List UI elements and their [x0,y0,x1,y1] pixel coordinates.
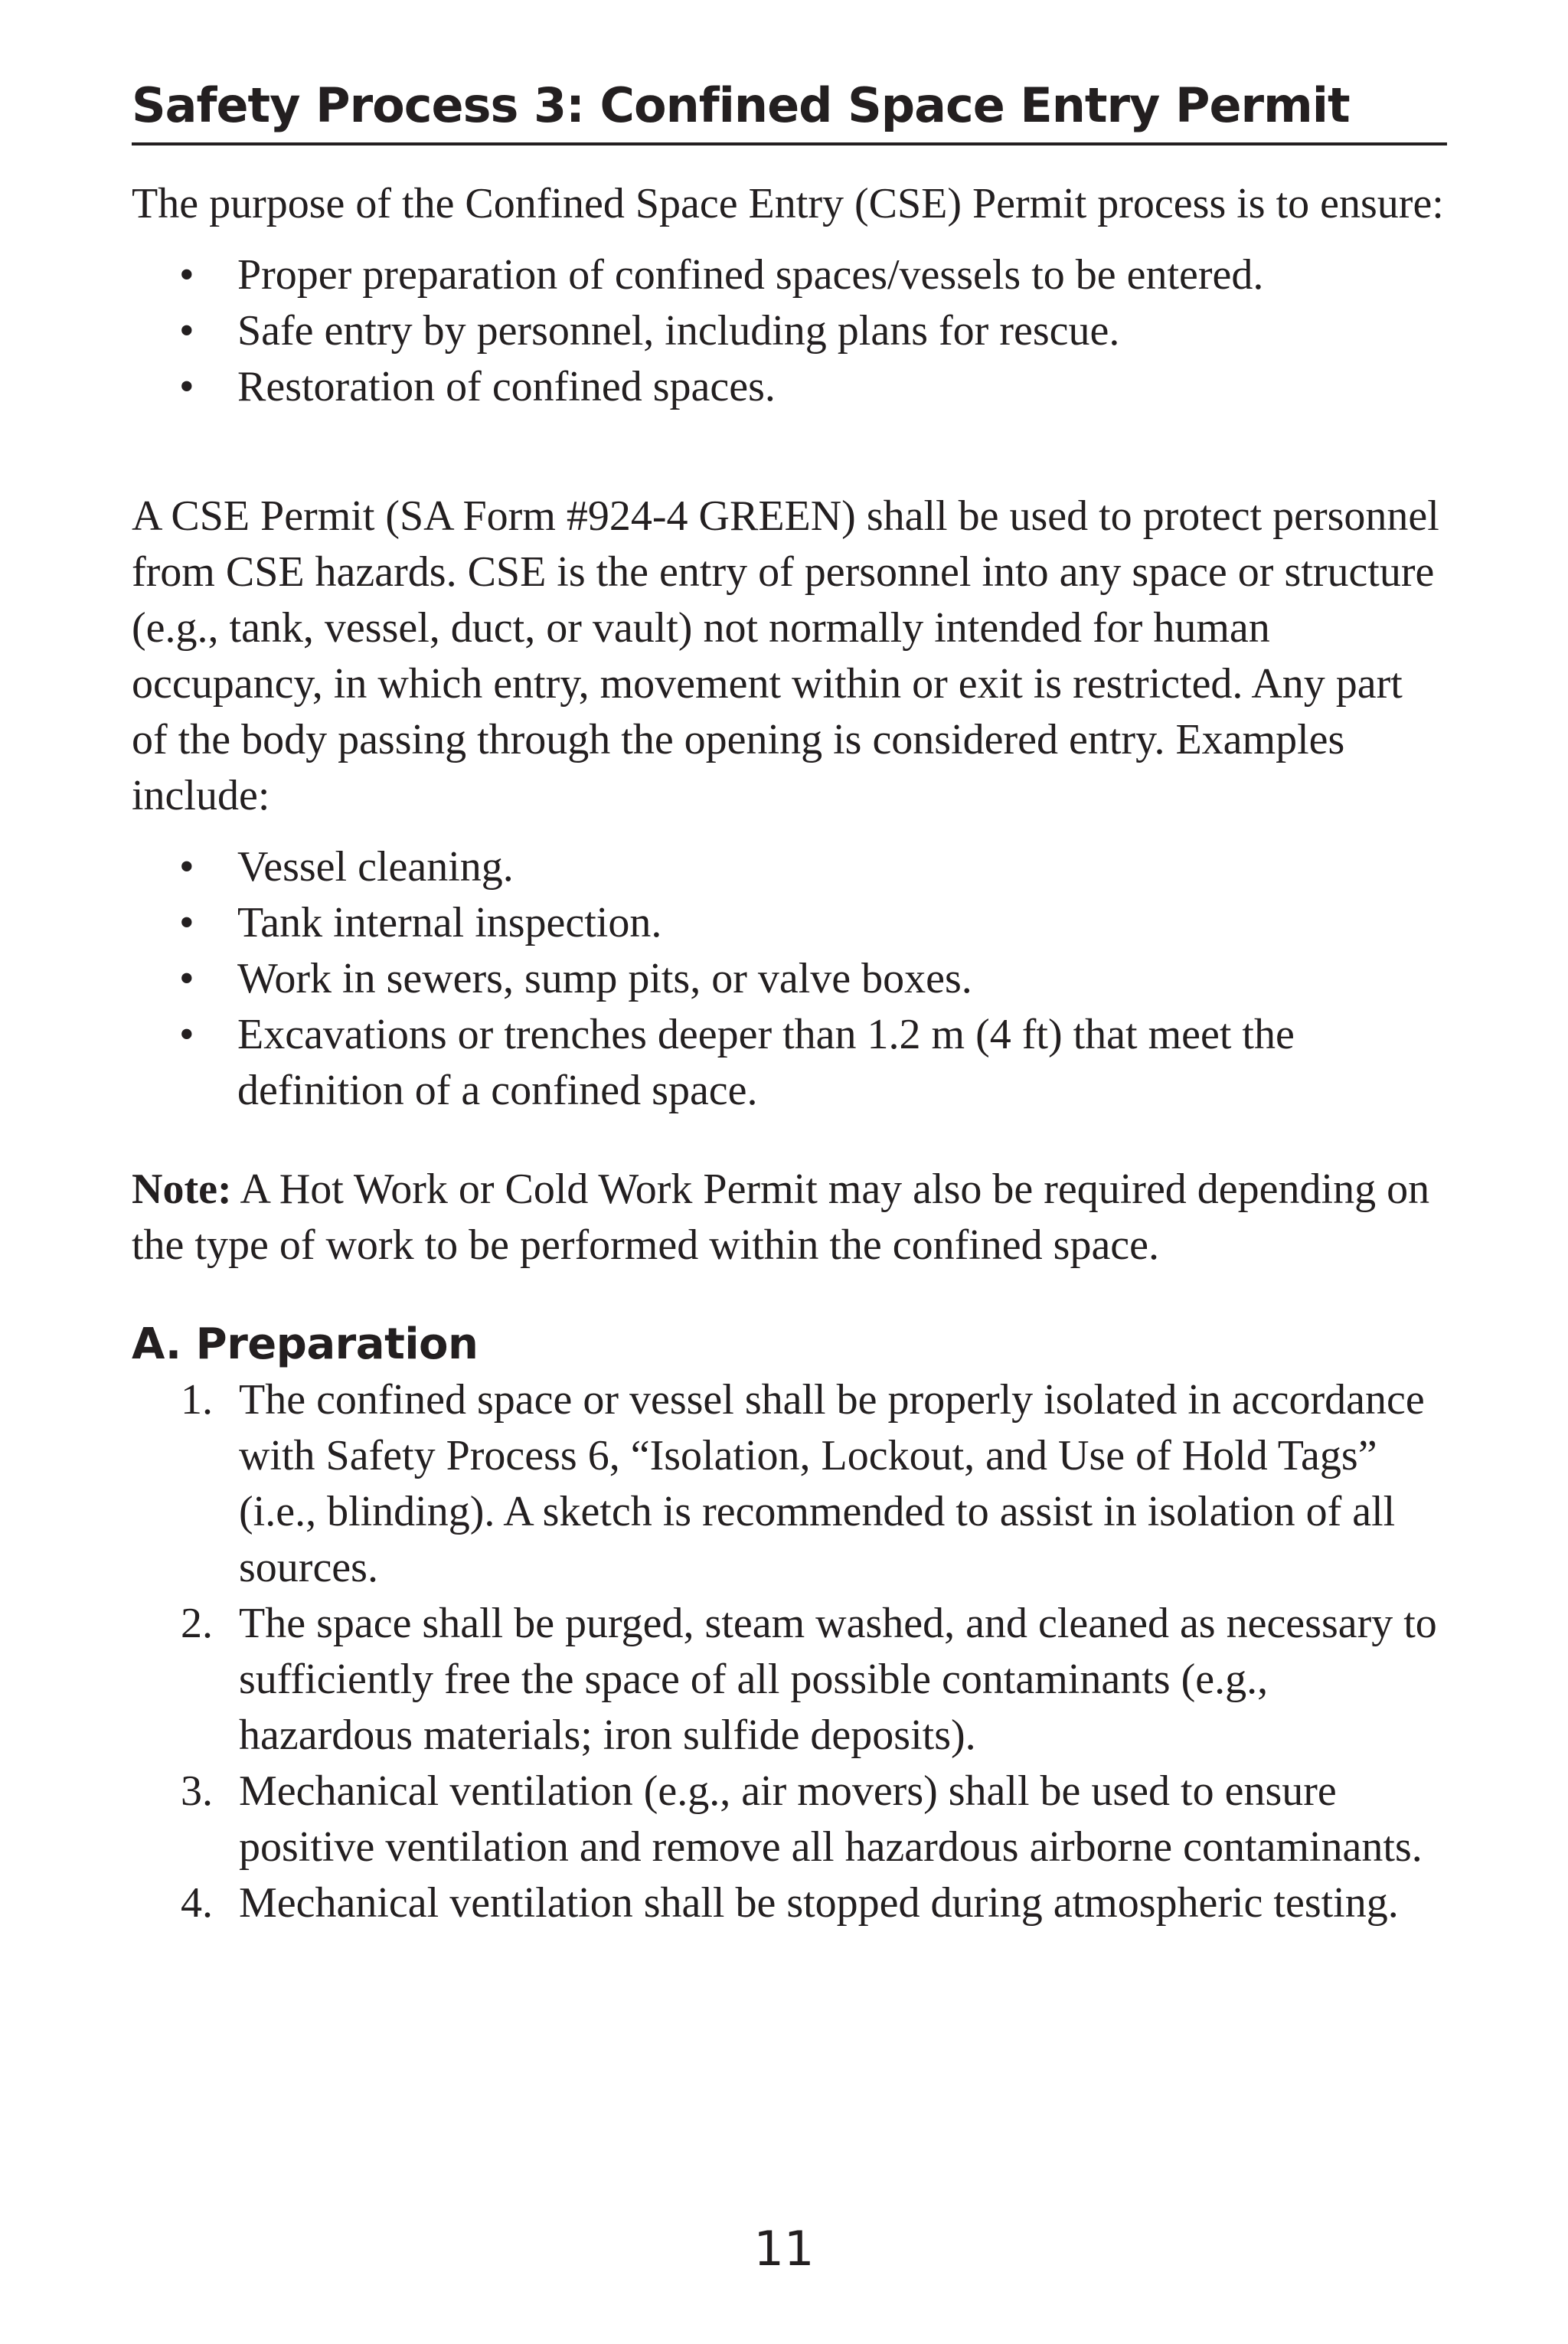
list-item: • Proper preparation of confined spaces/vessels to be entered. [132,247,1447,303]
bullet-icon: • [179,843,194,891]
step-item [132,1596,1447,1764]
document-page [132,77,1447,1931]
step-item [132,1875,1447,1931]
bullet-icon: • [179,363,194,411]
step-item [132,1764,1447,1875]
step-text: Mechanical ventilation (e.g., air movers) shall be used to ensure positive ventilation and remove all hazardous airborne contaminants. [239,1767,1423,1872]
step-text: Mechanical ventilation shall be stopped during atmospheric testing. [239,1879,1399,1927]
step-text: The confined space or vessel shall be properly isolated in accordance with Safety Process 6, “Isolation, Lockout, and Use of Hold Tags” (i.e., blinding). A sketch is recommended to assist in isolation of all sources. [239,1376,1425,1592]
note-label: Note: [132,1165,232,1214]
step-text: The space shall be purged, steam washed, and cleaned as necessary to sufficiently free the space of all possible contaminants (e.g., hazardous materials; iron sulfide deposits). [239,1600,1437,1760]
note-text: A Hot Work or Cold Work Permit may also be required depending on the type of work to be performed within the confined space. [132,1165,1430,1270]
preparation-steps [132,1372,1447,1931]
step-number: 3. [181,1767,213,1816]
step-item [132,1372,1447,1596]
bullet-icon: • [179,899,194,947]
purpose-list [132,247,1447,415]
examples-list [132,839,1447,1119]
note-paragraph [132,1162,1447,1273]
list-item: • Excavations or trenches deeper than 1.2 m (4 ft) that meet the definition of a confined space. [132,1007,1447,1119]
intro-paragraph: The purpose of the Confined Space Entry (CSE) Permit process is to ensure: [132,180,1444,228]
bullet-icon: • [179,1011,194,1059]
page-header [132,77,1447,145]
step-number: 4. [181,1879,213,1927]
list-item: • Tank internal inspection. [132,895,1447,951]
list-item: • Work in sewers, sump pits, or valve boxes. [132,951,1447,1007]
page-number: 11 [753,2221,815,2277]
step-number: 2. [181,1600,213,1648]
list-item: • Safe entry by personnel, including plans for rescue. [132,303,1447,359]
bullet-icon: • [179,307,194,355]
bullet-icon: • [179,251,194,299]
list-item: • Restoration of confined spaces. [132,359,1447,415]
list-item: • Vessel cleaning. [132,839,1447,895]
bullet-icon: • [179,955,194,1003]
definition-paragraph: A CSE Permit (SA Form #924-4 GREEN) shall be used to protect personnel from CSE hazards. CSE is the entry of personnel into any space or structure (e.g., tank, vessel, duct, or vault) not normally intended for human occupancy, in which entry, movement within or exit is restricted. Any part of the body passing through the opening is considered entry. Examples include: [132,492,1439,820]
page-title: Safety Process 3: Confined Space Entry Permit [132,77,1350,133]
step-number: 1. [181,1376,213,1424]
section-heading: A. Preparation [132,1319,479,1370]
